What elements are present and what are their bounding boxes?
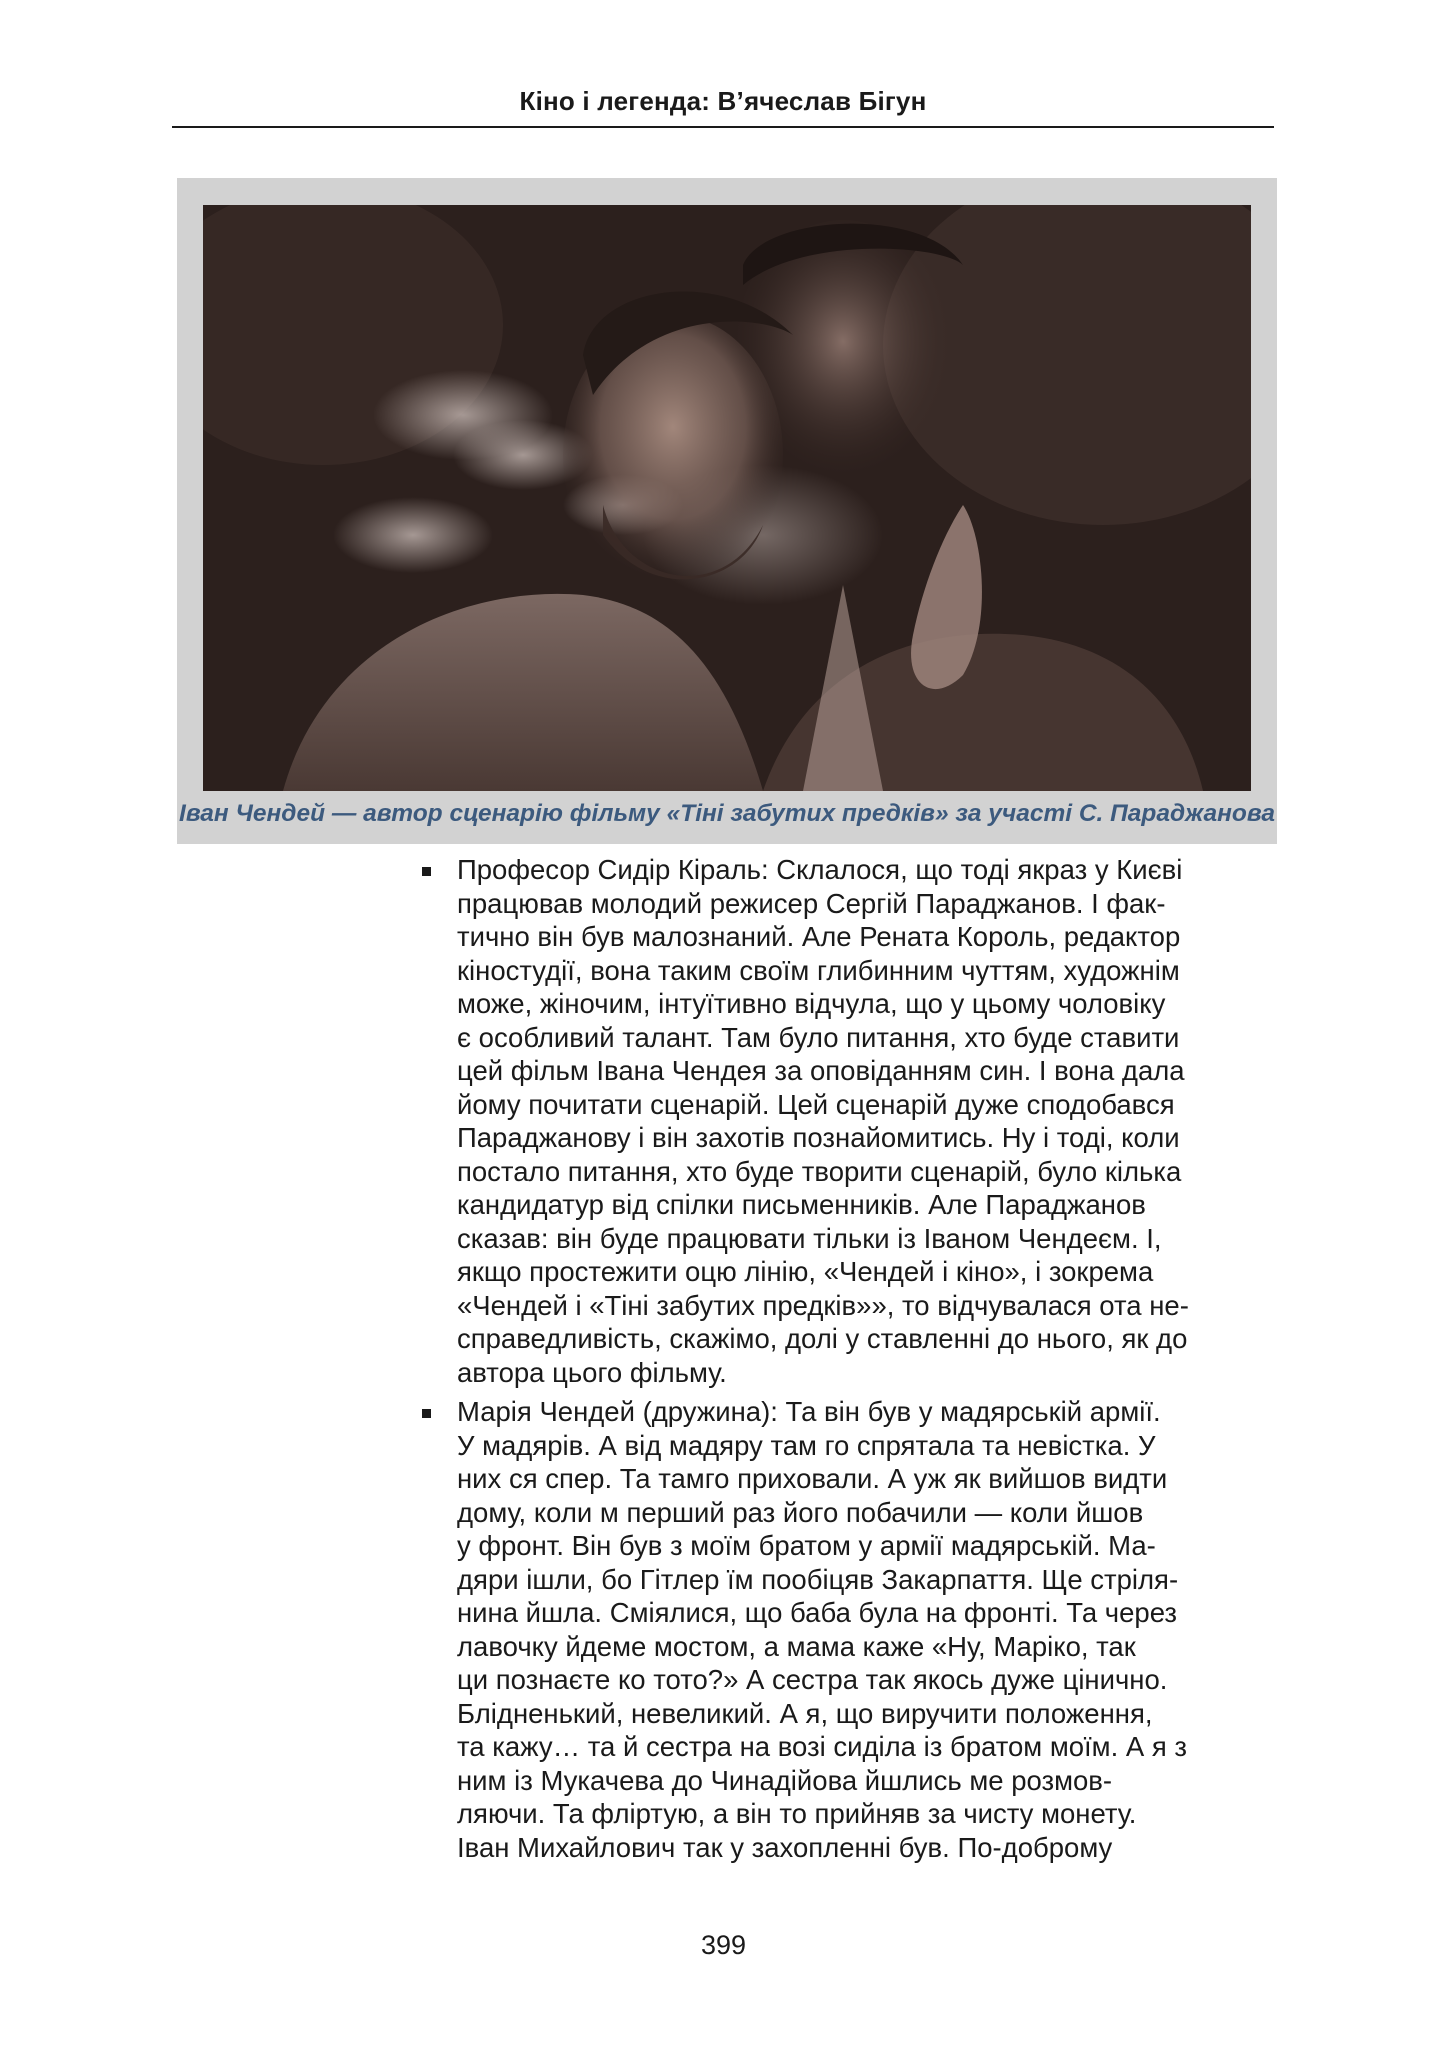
text-line: Професор Сидір Кіраль: Склалося, що тоді якраз у Києві (457, 854, 1183, 885)
bullet-square-icon (422, 867, 431, 876)
text-line: йому почитати сценарій. Цей сценарій дуже сподобався (457, 1088, 1175, 1120)
figure (177, 178, 1277, 844)
quote-item-mariia (457, 1395, 1277, 1864)
text-line: цей фільм Івана Чендея за оповіданням син. І вона дала (457, 1055, 1185, 1086)
text-line: Блідненький, невеликий. А я, що виручити положення, (457, 1697, 1153, 1729)
text-line: Параджанову і він захотів познайомитись. Ну і тоді, коли (457, 1122, 1180, 1153)
text-line: кандидатур від спілки письменників. Але Параджанов (457, 1189, 1146, 1220)
text-line: Марія Чендей (дружина): Та він був у мадярській армії. (457, 1396, 1161, 1427)
text-line: автора цього фільму. (457, 1356, 727, 1388)
text-line: ляючи. Та фліртую, а він то прийняв за чисту монету. (457, 1798, 1137, 1829)
quote-text (457, 853, 1277, 1389)
portrait-photo-illustration (203, 205, 1251, 791)
running-header: Кіно і легенда: В’ячеслав Бігун (519, 86, 927, 116)
text-line: сказав: він буде працювати тільки із Іваном Чендеєм. І, (457, 1222, 1162, 1254)
figure-caption: Іван Чендей — автор сценарію фільму «Тіні забутих предків» за участі С. Параджанова (179, 800, 1275, 827)
text-line: тично він був малознаний. Але Рената Король, редактор (457, 921, 1181, 952)
text-line: кіностудії, вона таким своїм глибинним чуттям, художнім (457, 954, 1180, 986)
text-line: «Чендей і «Тіні забутих предків»», то відчувалася ота не- (457, 1289, 1189, 1321)
text-line: нина йшла. Сміялися, що баба була на фронті. Та через (457, 1597, 1178, 1628)
portrait-photo (203, 205, 1251, 791)
page-number: 399 (700, 1930, 747, 1960)
text-line: лавочку йдеме мостом, а мама каже «Ну, Маріко, так (457, 1630, 1136, 1662)
text-line: постало питання, хто буде творити сценарій, було кілька (457, 1155, 1182, 1187)
text-line: Іван Михайлович так у захопленні був. По-доброму (457, 1831, 1113, 1863)
text-line: ци познаєте ко тото?» А сестра так якось дуже цінично. (457, 1664, 1168, 1695)
text-line: дому, коли м перший раз його побачили — коли йшов (457, 1496, 1144, 1528)
text-line: дяри ішли, бо Гітлер їм пообіцяв Закарпаття. Ще стріля- (457, 1563, 1179, 1595)
text-line: працював молодий режисер Сергій Параджанов. І фак- (457, 887, 1166, 919)
text-line: них ся спер. Та тамго приховали. А уж як вийшов видти (457, 1463, 1168, 1494)
text-line: У мадярів. А від мадяру там го спрятала та невістка. У (457, 1429, 1156, 1461)
text-line: у фронт. Він був з моїм братом у армії мадярській. Ма- (457, 1530, 1156, 1561)
text-line: ним із Мукачева до Чинадійова йшлись ме розмов- (457, 1764, 1113, 1796)
text-line: якщо простежити оцю лінію, «Чендей і кіно», і зокрема (457, 1256, 1154, 1287)
bullet-square-icon (422, 1409, 431, 1418)
quote-text (457, 1395, 1277, 1864)
text-line: є особливий талант. Там було питання, хто буде ставити (457, 1021, 1180, 1053)
text-line: справедливість, скажімо, долі у ставленні до нього, як до (457, 1323, 1188, 1354)
quote-list (457, 853, 1277, 1870)
header-rule (172, 126, 1274, 128)
quote-item-kiral (457, 853, 1277, 1389)
text-line: та кажу… та й сестра на возі сиділа із братом моїм. А я з (457, 1731, 1187, 1762)
text-line: може, жіночим, інтуїтивно відчула, що у цьому чоловіку (457, 988, 1166, 1019)
